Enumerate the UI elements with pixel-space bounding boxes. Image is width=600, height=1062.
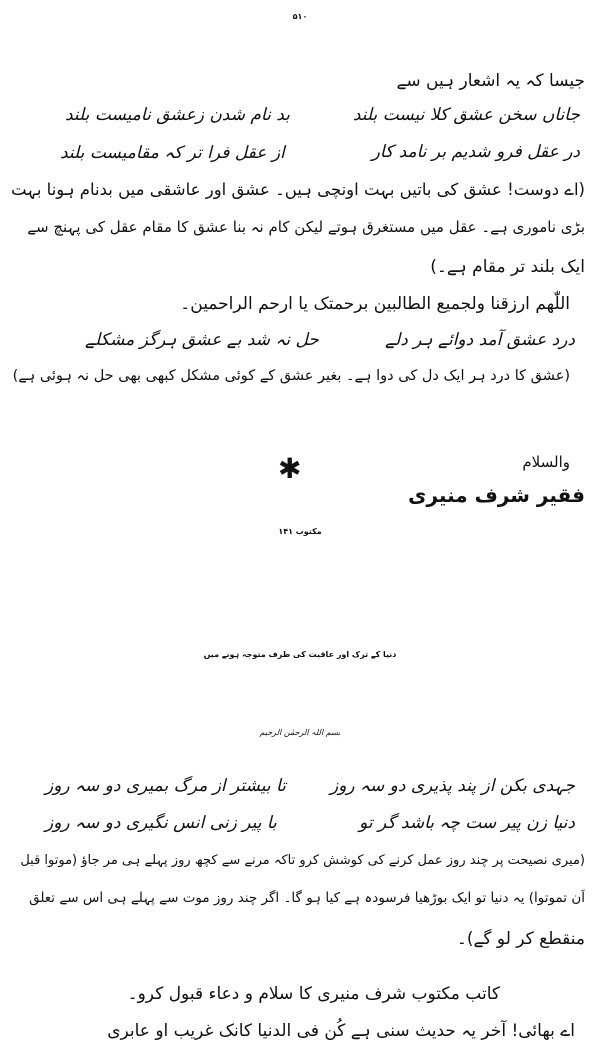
intro-line: جیسا کہ یہ اشعار ہیں سے [396,71,585,91]
translation-3-line: (میری نصیحت پر چند روز عمل کرنے کی کوشش کرو تاکہ مرنے سے کچھ روز پہلے ہی مر جاؤ (موتوا قبل [20,853,585,868]
verse-1-right-hemistich: جاناں سخن عشق کلا نیست بلند [352,105,580,125]
signature: فقیر شرف منیری [408,483,585,507]
verse-4-right-hemistich: جہدی بکن از پند پذیری دو سہ روز [330,776,575,796]
translation-1-line: ایک بلند تر مقام ہے۔) [430,257,585,277]
translation-1-line: (اے دوست! عشق کی باتیں بہت اونچی ہیں۔ عشق اور عاشقی میں بدنام ہونا بہت [10,180,585,199]
verse-5-left-hemistich: با پیر زنی انس نگیری دو سہ روز [45,813,277,833]
translation-1-line: بڑی ناموری ہے۔ عقل میں مستغرق ہوتے لیکن کام نہ بنا عشق کا مقام عقل کی پہنچ سے [27,218,585,236]
letter-subtitle: دنیا کے ترک اور عاقبت کی طرف متوجہ ہونے میں [203,650,397,659]
verse-2-left-hemistich: از عقل فرا تر کہ مقامیست بلند [60,143,285,163]
page-number: ۵۱۰ [292,12,308,21]
verse-3-left-hemistich: حل نہ شد بے عشق ہرگز مشکلے [85,330,319,350]
verse-1-left-hemistich: بد نام شدن زعشق نامیست بلند [65,105,290,125]
verse-2-right-hemistich: در عقل فرو شدیم بر نامد کار [371,142,580,162]
dua-line: اللّٰھم ارزقنا ولجمیع الطالبین برحمتک یا ارحم الراحمین۔ [180,294,570,314]
letter-heading: مکتوب ۱۴۱ [278,527,322,536]
translation-3-line: اَن تموتوا) یہ دنیا تو ایک بوڑھیا فرسودہ ہے کیا ہو گا۔ اگر چند روز موت سے پہلے ہی اس سے تعلق [29,890,585,906]
verse-3-right-hemistich: درد عشق آمد دوائے ہر دلے [385,330,575,350]
verse-5-right-hemistich: دنیا زن پیر ست چہ باشد گر تو [359,813,575,833]
translation-3-line: منقطع کر لو گے)۔ [456,929,585,949]
closing-line-2: اے بھائی! آخر یہ حدیث سنی ہے کُن فی الدنیا کانک غریب او عابری [107,1021,575,1041]
closing-line-1: کاتب مکتوب شرف منیری کا سلام و دعاء قبول کرو۔ [127,984,500,1004]
wassalam: والسلام [522,453,570,471]
bismillah: بسم اللہ الرحمٰن الرحیم [259,728,341,737]
translation-2-line: (عشق کا درد ہر ایک دل کی دوا ہے۔ بغیر عشق کے کوئی مشکل کبھی بھی حل نہ ہوئی ہے) [12,368,570,384]
star-ornament-icon: ✱ [278,452,302,485]
verse-4-left-hemistich: تا بیشتر از مرگ بمیری دو سہ روز [45,776,286,796]
